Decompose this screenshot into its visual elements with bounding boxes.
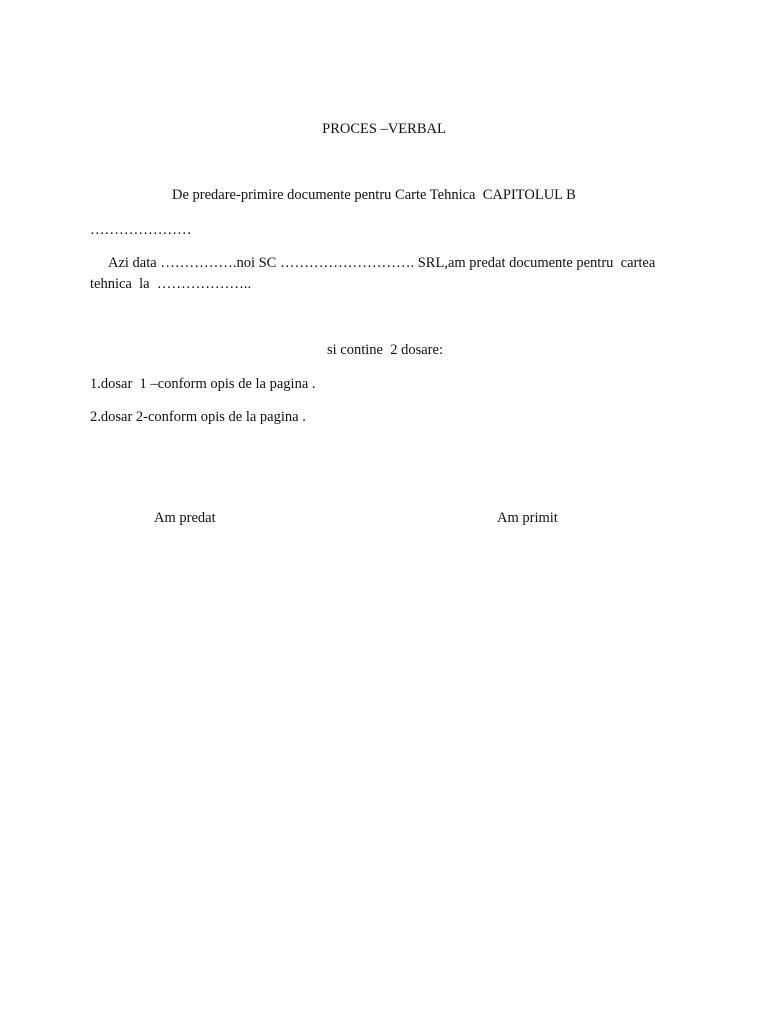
paragraph-line-1: Azi data …………….noi SC ………………………. SRL,am predat documente pentru cartea: [108, 255, 656, 271]
contains-line: si contine 2 dosare:: [327, 342, 443, 358]
document-subtitle: De predare-primire documente pentru Carte Tehnica CAPITOLUL B: [172, 187, 576, 203]
signature-right-label: Am primit: [497, 510, 558, 526]
paragraph-line-2: tehnica la ………………..: [90, 276, 252, 292]
document-title: PROCES –VERBAL: [322, 121, 446, 137]
list-item: 1.dosar 1 –conform opis de la pagina .: [90, 376, 316, 392]
list-item: 2.dosar 2-conform opis de la pagina .: [90, 409, 306, 425]
dots-line: …………………: [90, 222, 192, 238]
signature-left-label: Am predat: [154, 510, 216, 526]
